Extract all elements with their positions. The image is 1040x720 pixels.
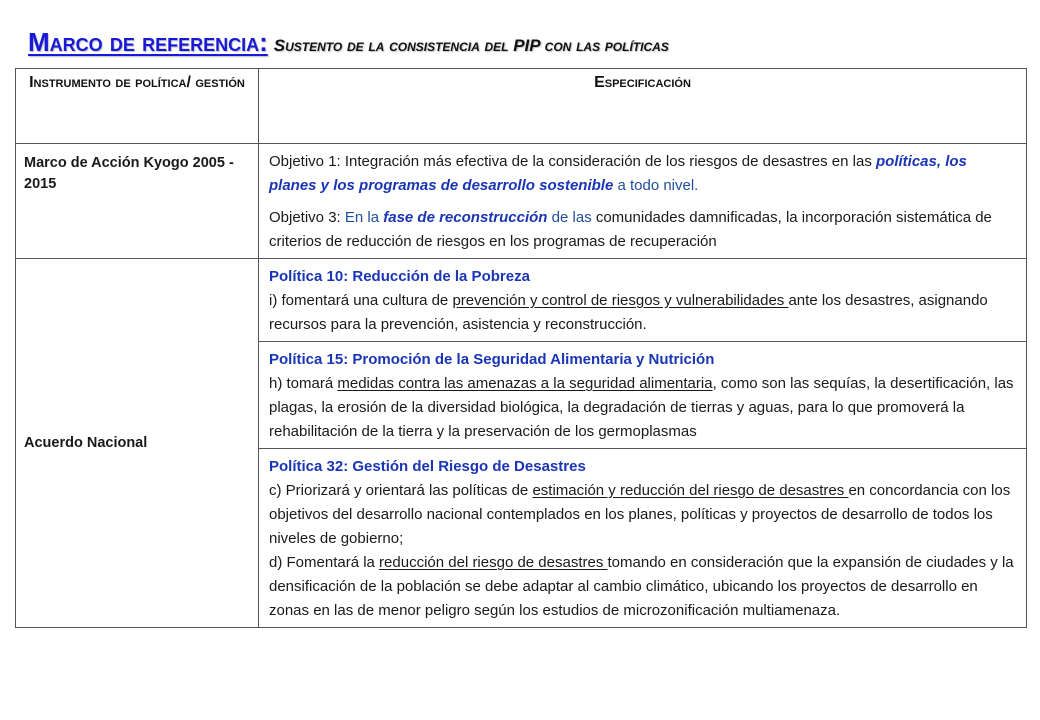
table-row xyxy=(16,144,1027,259)
header-instrument: Instrumento de política/ gestión xyxy=(16,69,259,144)
policy-32-title: Política 32: Gestión del Riesgo de Desastres xyxy=(269,458,586,475)
policy-32-d-underline: reducción del riesgo de desastres xyxy=(379,554,608,571)
instrument-cell: Acuerdo Nacional xyxy=(16,259,259,628)
title-subtitle: Sustento de la consistencia del PIP con las políticas xyxy=(273,36,669,55)
policy-32-d-tail: tomando en consideración que la expansión de ciudades y la densificación de la población se debe adaptar al cambio climático, ubicando los proyectos de desarrollo en zonas en las de menor peligro según los estudios de microzonificación multiamenaza. xyxy=(269,554,1014,619)
specification-cell xyxy=(259,259,1027,342)
objective-1-text: Objetivo 1: Integración más efectiva de la consideración de los riesgos de desastres en las xyxy=(269,153,877,170)
objective-3-label: Objetivo 3: xyxy=(269,209,345,226)
policy-15-underline: medidas contra las amenazas a la seguridad alimentaria xyxy=(337,375,713,392)
objective-3-lead: En la xyxy=(344,209,384,226)
objective-1-tail: a todo nivel. xyxy=(613,177,699,194)
objective-3 xyxy=(269,206,1016,254)
policy-32-c-text: c) Priorizará y orientará las políticas de xyxy=(269,482,533,499)
specification-cell xyxy=(259,144,1027,259)
specification-cell xyxy=(259,449,1027,628)
title-main: Marco de referencia: xyxy=(28,27,268,57)
objective-1 xyxy=(269,150,1016,198)
objective-3-text: comunidades damnificadas, la incorporación sistemática de criterios de reducción de riesgos en los programas de recuperación xyxy=(269,209,992,250)
header-row xyxy=(16,69,1027,144)
header-specification: Especificación xyxy=(259,69,1027,144)
objective-3-emphasis: fase de reconstrucción xyxy=(383,209,548,226)
instrument-cell: Marco de Acción Kyogo 2005 - 2015 xyxy=(16,144,259,259)
policy-10-tail: ante los desastres, asignando recursos para la prevención, asistencia y reconstrucción. xyxy=(269,292,988,333)
policy-32-c-underline: estimación y reducción del riesgo de desastres xyxy=(532,482,849,499)
objective-3-connector: de las xyxy=(547,209,592,226)
policy-10-title: Política 10: Reducción de la Pobreza xyxy=(269,268,530,285)
policy-table xyxy=(15,68,1027,628)
policy-15-tail: , como son las sequías, la desertificación, las plagas, la erosión de la diversidad biológica, la degradación de tierras y aguas, para lo que promoverá la rehabilitación de la tierra y la preservación de los germoplasmas xyxy=(269,375,1014,440)
table-row xyxy=(16,259,1027,342)
specification-cell xyxy=(259,342,1027,449)
objective-1-emphasis: políticas, los planes y los programas de desarrollo sostenible xyxy=(269,153,967,194)
policy-15-title: Política 15: Promoción de la Seguridad Alimentaria y Nutrición xyxy=(269,351,715,368)
policy-15-text: h) tomará xyxy=(269,375,338,392)
policy-32-c-tail: en concordancia con los objetivos del desarrollo nacional contemplados en los planes, políticas y proyectos de desarrollo de todos los niveles de gobierno; xyxy=(269,482,1011,547)
policy-10-underline: prevención y control de riesgos y vulnerabilidades xyxy=(452,292,789,309)
policy-10-text: i) fomentará una cultura de xyxy=(269,292,453,309)
page-title xyxy=(28,22,669,59)
policy-32-d-text: d) Fomentará la xyxy=(269,554,380,571)
